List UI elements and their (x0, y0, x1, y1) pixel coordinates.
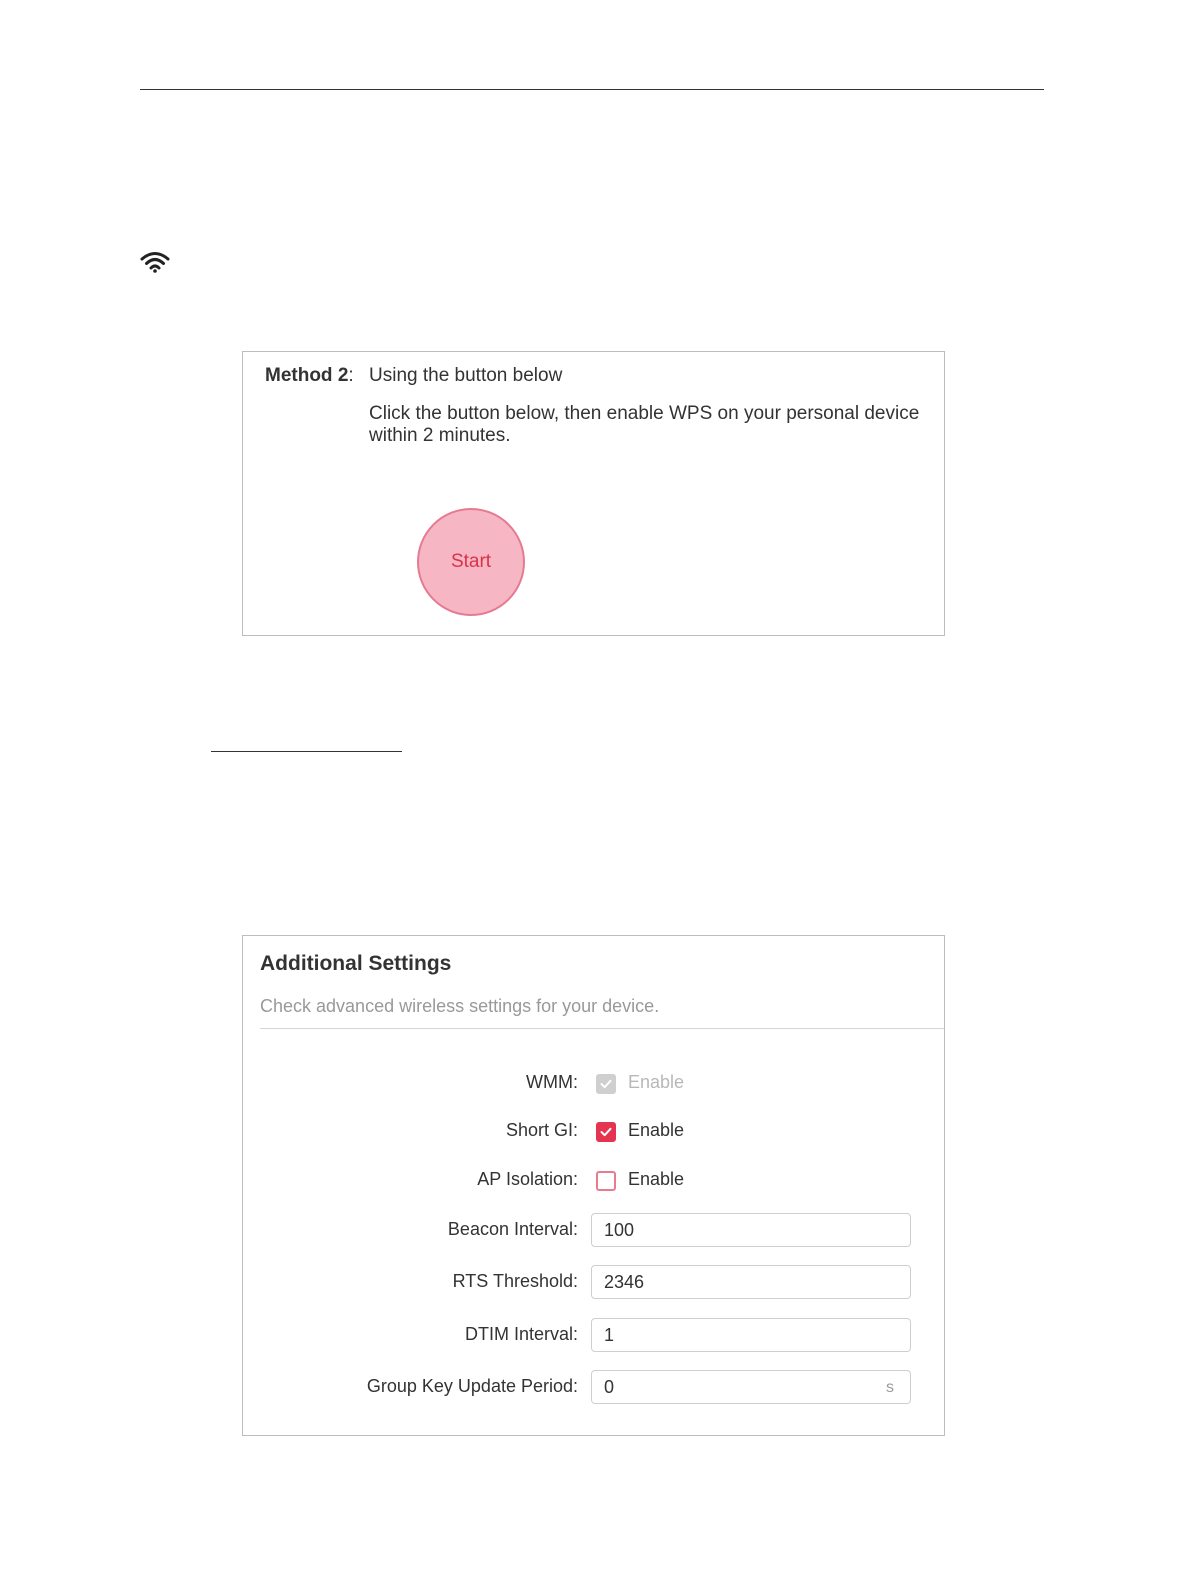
group-key-unit: s (886, 1379, 894, 1396)
dtim-interval-label: DTIM Interval: (464, 1324, 578, 1344)
rts-threshold-label: RTS Threshold: (452, 1271, 578, 1291)
group-key-update-period-input[interactable] (591, 1370, 911, 1404)
start-button[interactable]: Start (417, 508, 525, 616)
settings-subtitle: Check advanced wireless settings for your device. (260, 996, 660, 1016)
ap-isolation-label: AP Isolation: (477, 1169, 578, 1189)
top-rule (140, 89, 1044, 90)
short-gi-checkbox[interactable] (596, 1122, 616, 1142)
wifi-icon (140, 250, 170, 274)
dtim-interval-input[interactable] (591, 1318, 911, 1352)
additional-settings-panel (242, 935, 945, 1436)
wmm-label: WMM: (526, 1072, 578, 1092)
group-key-update-period-row (243, 1370, 944, 1404)
rts-threshold-row (243, 1265, 944, 1299)
wmm-row (243, 1066, 944, 1100)
beacon-interval-label: Beacon Interval: (447, 1219, 578, 1239)
link-underline (211, 751, 402, 752)
method-heading: Using the button below (369, 365, 563, 386)
settings-divider (260, 1028, 944, 1029)
short-gi-row (243, 1114, 944, 1148)
method-description: Click the button below, then enable WPS on your personal device within 2 minutes. (369, 403, 920, 446)
group-key-update-period-label: Group Key Update Period: (366, 1376, 578, 1396)
method-label: Method 2: (265, 365, 354, 386)
ap-isolation-checkbox[interactable] (596, 1171, 616, 1191)
short-gi-enable-label: Enable (628, 1120, 685, 1140)
wps-method2-panel (242, 351, 945, 636)
dtim-interval-row (243, 1318, 944, 1352)
settings-title: Additional Settings (260, 952, 452, 975)
beacon-interval-row (243, 1213, 944, 1247)
wmm-checkbox[interactable] (596, 1074, 616, 1094)
wmm-enable-label: Enable (628, 1072, 685, 1092)
checkmark-icon (597, 1075, 615, 1093)
checkmark-icon (597, 1123, 615, 1141)
ap-isolation-enable-label: Enable (628, 1169, 685, 1189)
ap-isolation-row (243, 1163, 944, 1197)
rts-threshold-input[interactable] (591, 1265, 911, 1299)
short-gi-label: Short GI: (505, 1120, 578, 1140)
beacon-interval-input[interactable] (591, 1213, 911, 1247)
